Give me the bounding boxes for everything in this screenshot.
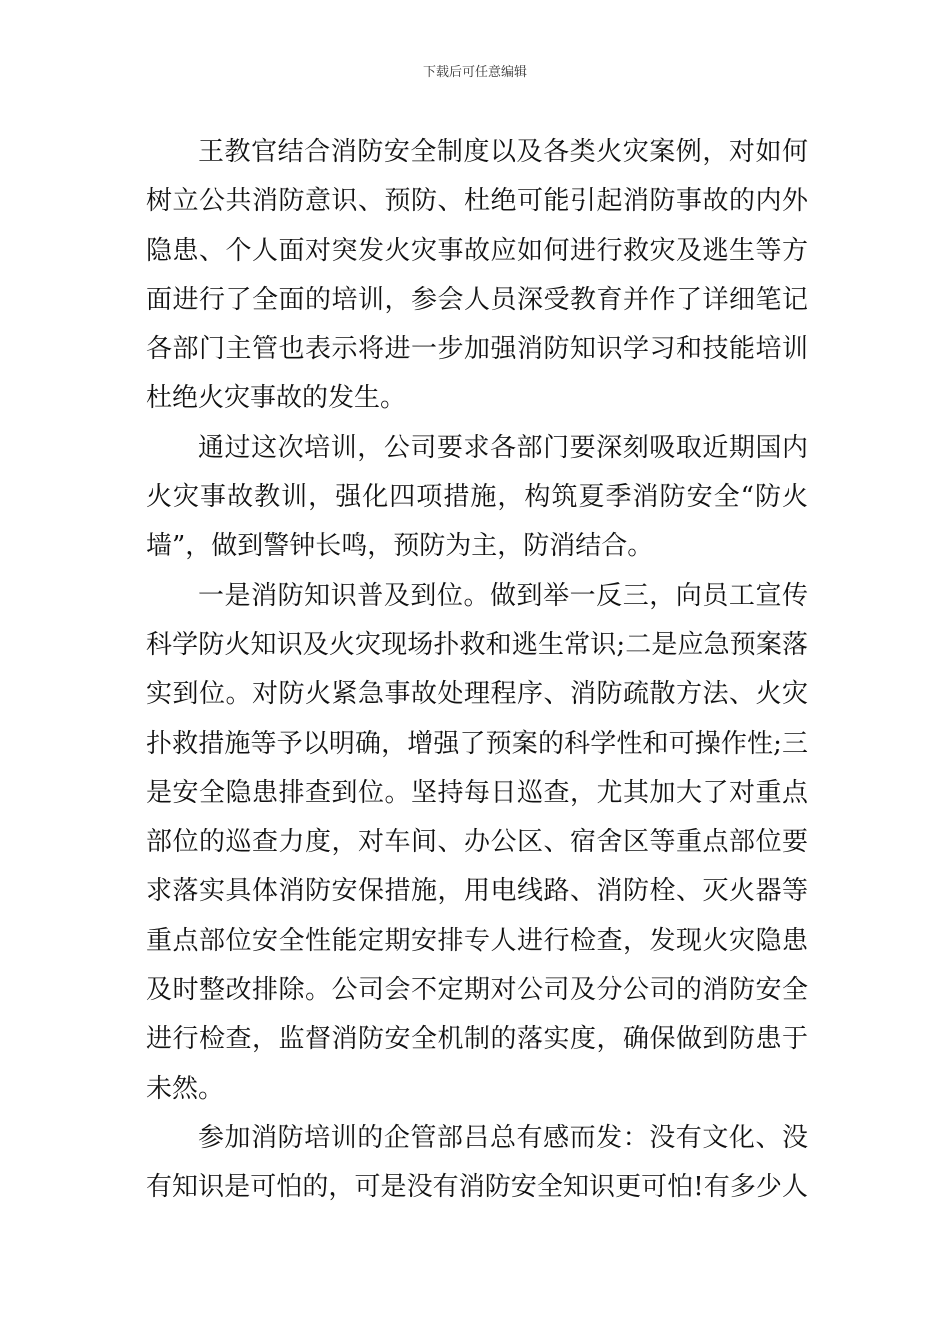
text-line: 重点部位安全性能定期安排专人进行检查，发现火灾隐患 bbox=[146, 925, 808, 956]
text-line: 隐患、个人面对突发火灾事故应如何进行救灾及逃生等方 bbox=[146, 235, 808, 266]
text-line: 一是消防知识普及到位。做到举一反三，向员工宣传 bbox=[198, 580, 808, 611]
text-line: 进行检查，监督消防安全机制的落实度，确保做到防患于 bbox=[146, 1024, 808, 1055]
text-line: 扑救措施等予以明确，增强了预案的科学性和可操作性;三 bbox=[146, 728, 808, 759]
text-line: 求落实具体消防安保措施，用电线路、消防栓、灭火器等 bbox=[146, 876, 808, 907]
text-line: 参加消防培训的企管部吕总有感而发：没有文化、没 bbox=[198, 1122, 808, 1153]
paragraph-3 bbox=[146, 572, 808, 1114]
text-line: 是安全隐患排查到位。坚持每日巡查，尤其加大了对重点 bbox=[146, 777, 808, 808]
text-line: 墙”，做到警钟长鸣，预防为主，防消结合。 bbox=[146, 531, 654, 562]
text-line: 面进行了全面的培训，参会人员深受教育并作了详细笔记 bbox=[146, 284, 808, 315]
text-line: 及时整改排除。公司会不定期对公司及分公司的消防安全 bbox=[146, 975, 808, 1006]
text-line: 杜绝火灾事故的发生。 bbox=[146, 383, 407, 414]
text-line: 树立公共消防意识、预防、杜绝可能引起消防事故的内外 bbox=[146, 186, 808, 217]
text-line: 部位的巡查力度，对车间、办公区、宿舍区等重点部位要 bbox=[146, 827, 808, 858]
paragraph-1 bbox=[146, 128, 808, 424]
text-line: 各部门主管也表示将进一步加强消防知识学习和技能培训 bbox=[146, 334, 808, 365]
paragraph-2 bbox=[146, 424, 808, 572]
text-line: 火灾事故教训，强化四项措施，构筑夏季消防安全“防火 bbox=[146, 482, 808, 513]
paragraph-4 bbox=[146, 1114, 808, 1213]
text-line: 未然。 bbox=[146, 1073, 225, 1104]
text-line: 实到位。对防火紧急事故处理程序、消防疏散方法、火灾 bbox=[146, 679, 808, 710]
text-line: 有知识是可怕的，可是没有消防安全知识更可怕!有多少人 bbox=[146, 1172, 808, 1203]
text-line: 王教官结合消防安全制度以及各类火灾案例，对如何 bbox=[198, 137, 808, 167]
text-line: 科学防火知识及火灾现场扑救和逃生常识;二是应急预案落 bbox=[146, 629, 808, 660]
document-body bbox=[146, 128, 808, 1213]
text-line: 通过这次培训，公司要求各部门要深刻吸取近期国内 bbox=[198, 432, 808, 463]
page-header: 下载后可任意编辑 bbox=[422, 65, 527, 80]
